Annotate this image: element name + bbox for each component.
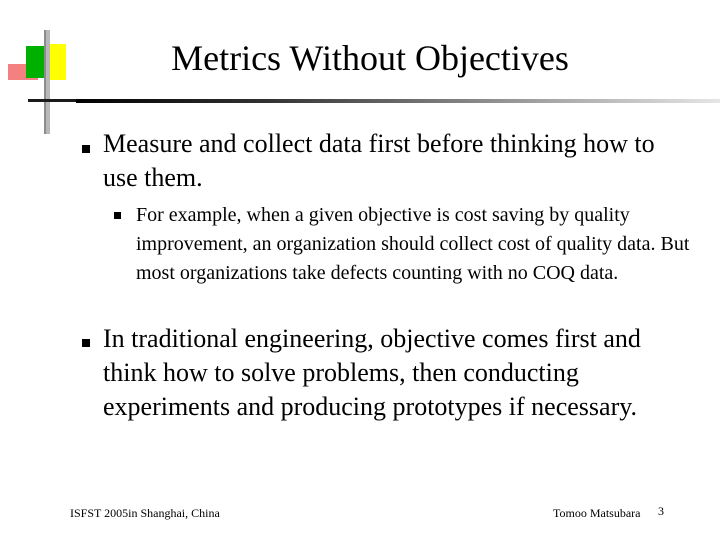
footer-author: Tomoo Matsubara xyxy=(553,506,641,520)
sub-bullet-text: For example, when a given objective is cost saving by quality improvement, an organization should collect cost of quality data. But most organizations take defects counting with no COQ data. xyxy=(136,204,690,284)
decorative-logo xyxy=(0,0,80,140)
bullet-text: In traditional engineering, objective comes first and think how to solve problems, then conducting experiments and producing prototypes if necessary. xyxy=(103,324,641,421)
bullet-marker xyxy=(82,145,90,153)
page-number: 3 xyxy=(658,504,664,518)
logo-horizontal-line xyxy=(28,99,78,102)
footer-conference: ISFST 2005in Shanghai, China xyxy=(70,506,220,520)
logo-vertical-line xyxy=(44,30,46,134)
bullet-text: Measure and collect data first before thinking how to use them. xyxy=(103,129,655,192)
sub-bullet-marker xyxy=(114,212,121,219)
slide-title: Metrics Without Objectives xyxy=(171,38,569,78)
bullet-marker xyxy=(82,339,90,347)
title-divider xyxy=(76,99,720,103)
